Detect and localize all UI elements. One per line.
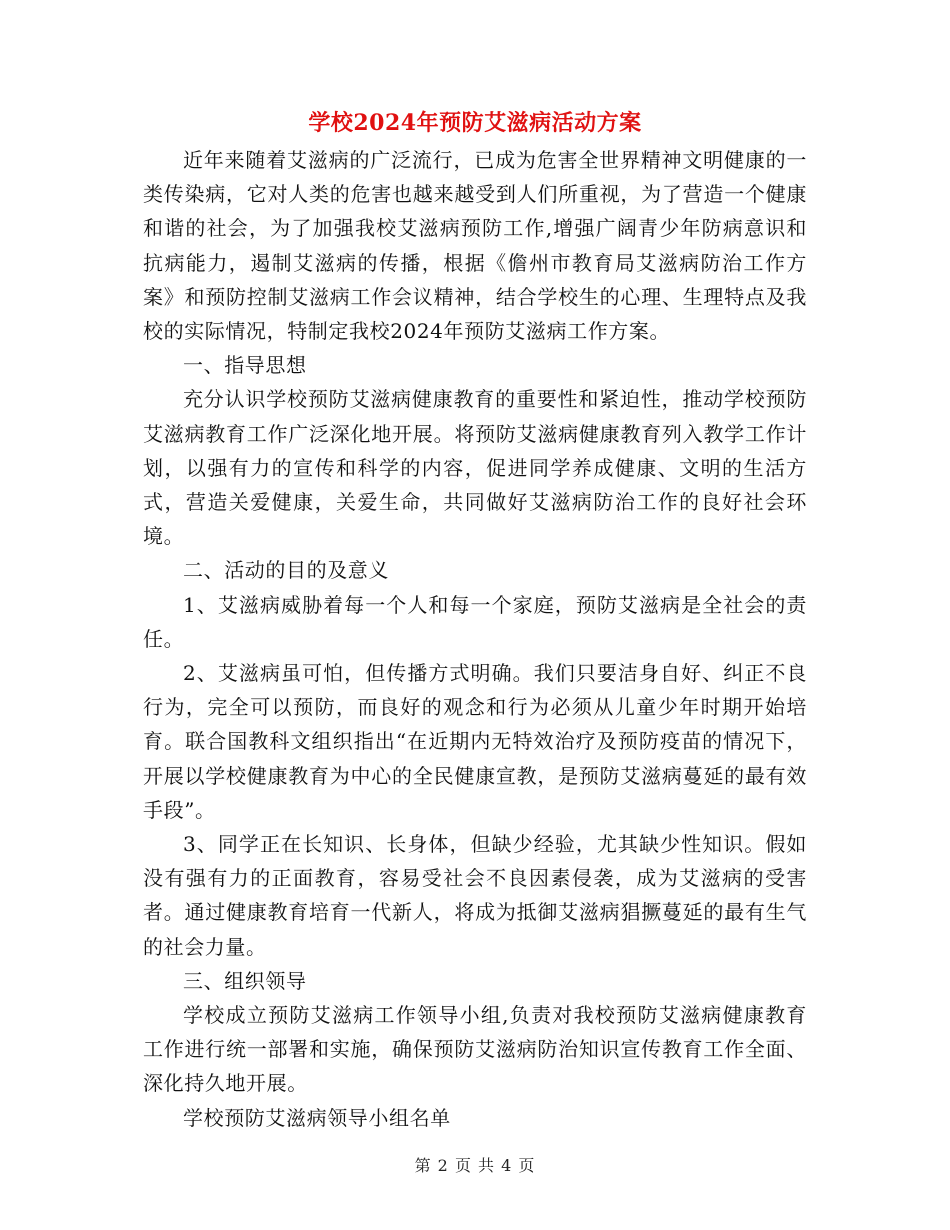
paragraph-purpose-2: 2、艾滋病虽可怕，但传播方式明确。我们只要洁身自好、纠正不良行为，完全可以预防，而良好的观念和行为必须从儿童少年时期开始培育。联合国教科文组织指出“在近期内无特效治疗及预防疫苗的情况下，开展以学校健康教育为中心的全民健康宣教，是预防艾滋病蔓延的最有效手段”。 — [143, 661, 807, 822]
section-heading-purpose: 二、活动的目的及意义 — [183, 558, 389, 583]
paragraph-purpose-1: 1、艾滋病威胁着每一个人和每一个家庭，预防艾滋病是全社会的责任。 — [143, 592, 807, 651]
paragraph-intro: 近年来随着艾滋病的广泛流行，已成为危害全世界精神文明健康的一类传染病，它对人类的危害也越来越受到人们所重视，为了营造一个健康和谐的社会，为了加强我校艾滋病预防工作,增强广阔青少年防病意识和抗病能力，遏制艾滋病的传播，根据《儋州市教育局艾滋病防治工作方案》和预防控制艾滋病工作会议精神，结合学校生的心理、生理特点及我校的实际情况，特制定我校2024年预防艾滋病工作方案。 — [143, 148, 807, 344]
paragraph-guiding-ideology: 充分认识学校预防艾滋病健康教育的重要性和紧迫性，推动学校预防艾滋病教育工作广泛深化地开展。将预防艾滋病健康教育列入教学工作计划，以强有力的宣传和科学的内容，促进同学养成健康、文明的生活方式，营造关爱健康，关爱生命，共同做好艾滋病防治工作的良好社会环境。 — [143, 387, 807, 549]
paragraph-purpose-3: 3、同学正在长知识、长身体，但缺少经验，尤其缺少性知识。假如没有强有力的正面教育，容易受社会不良因素侵袭，成为艾滋病的受害者。通过健康教育培育一代新人，将成为抵御艾滋病猖撅蔓延的最有生气的社会力量。 — [143, 832, 807, 959]
section-heading-organization: 三、组织领导 — [183, 968, 307, 993]
section-heading-guiding-ideology: 一、指导思想 — [183, 353, 307, 378]
document-body — [143, 143, 807, 1135]
document-title: 学校2024年预防艾滋病活动方案 — [308, 110, 642, 136]
paragraph-leadership-list-title: 学校预防艾滋病领导小组名单 — [183, 1105, 451, 1130]
page-number-footer: 第 2 页 共 4 页 — [414, 1156, 536, 1175]
paragraph-organization: 学校成立预防艾滋病工作领导小组,负责对我校预防艾滋病健康教育工作进行统一部署和实施，确保预防艾滋病防治知识宣传教育工作全面、深化持久地开展。 — [143, 1003, 807, 1096]
